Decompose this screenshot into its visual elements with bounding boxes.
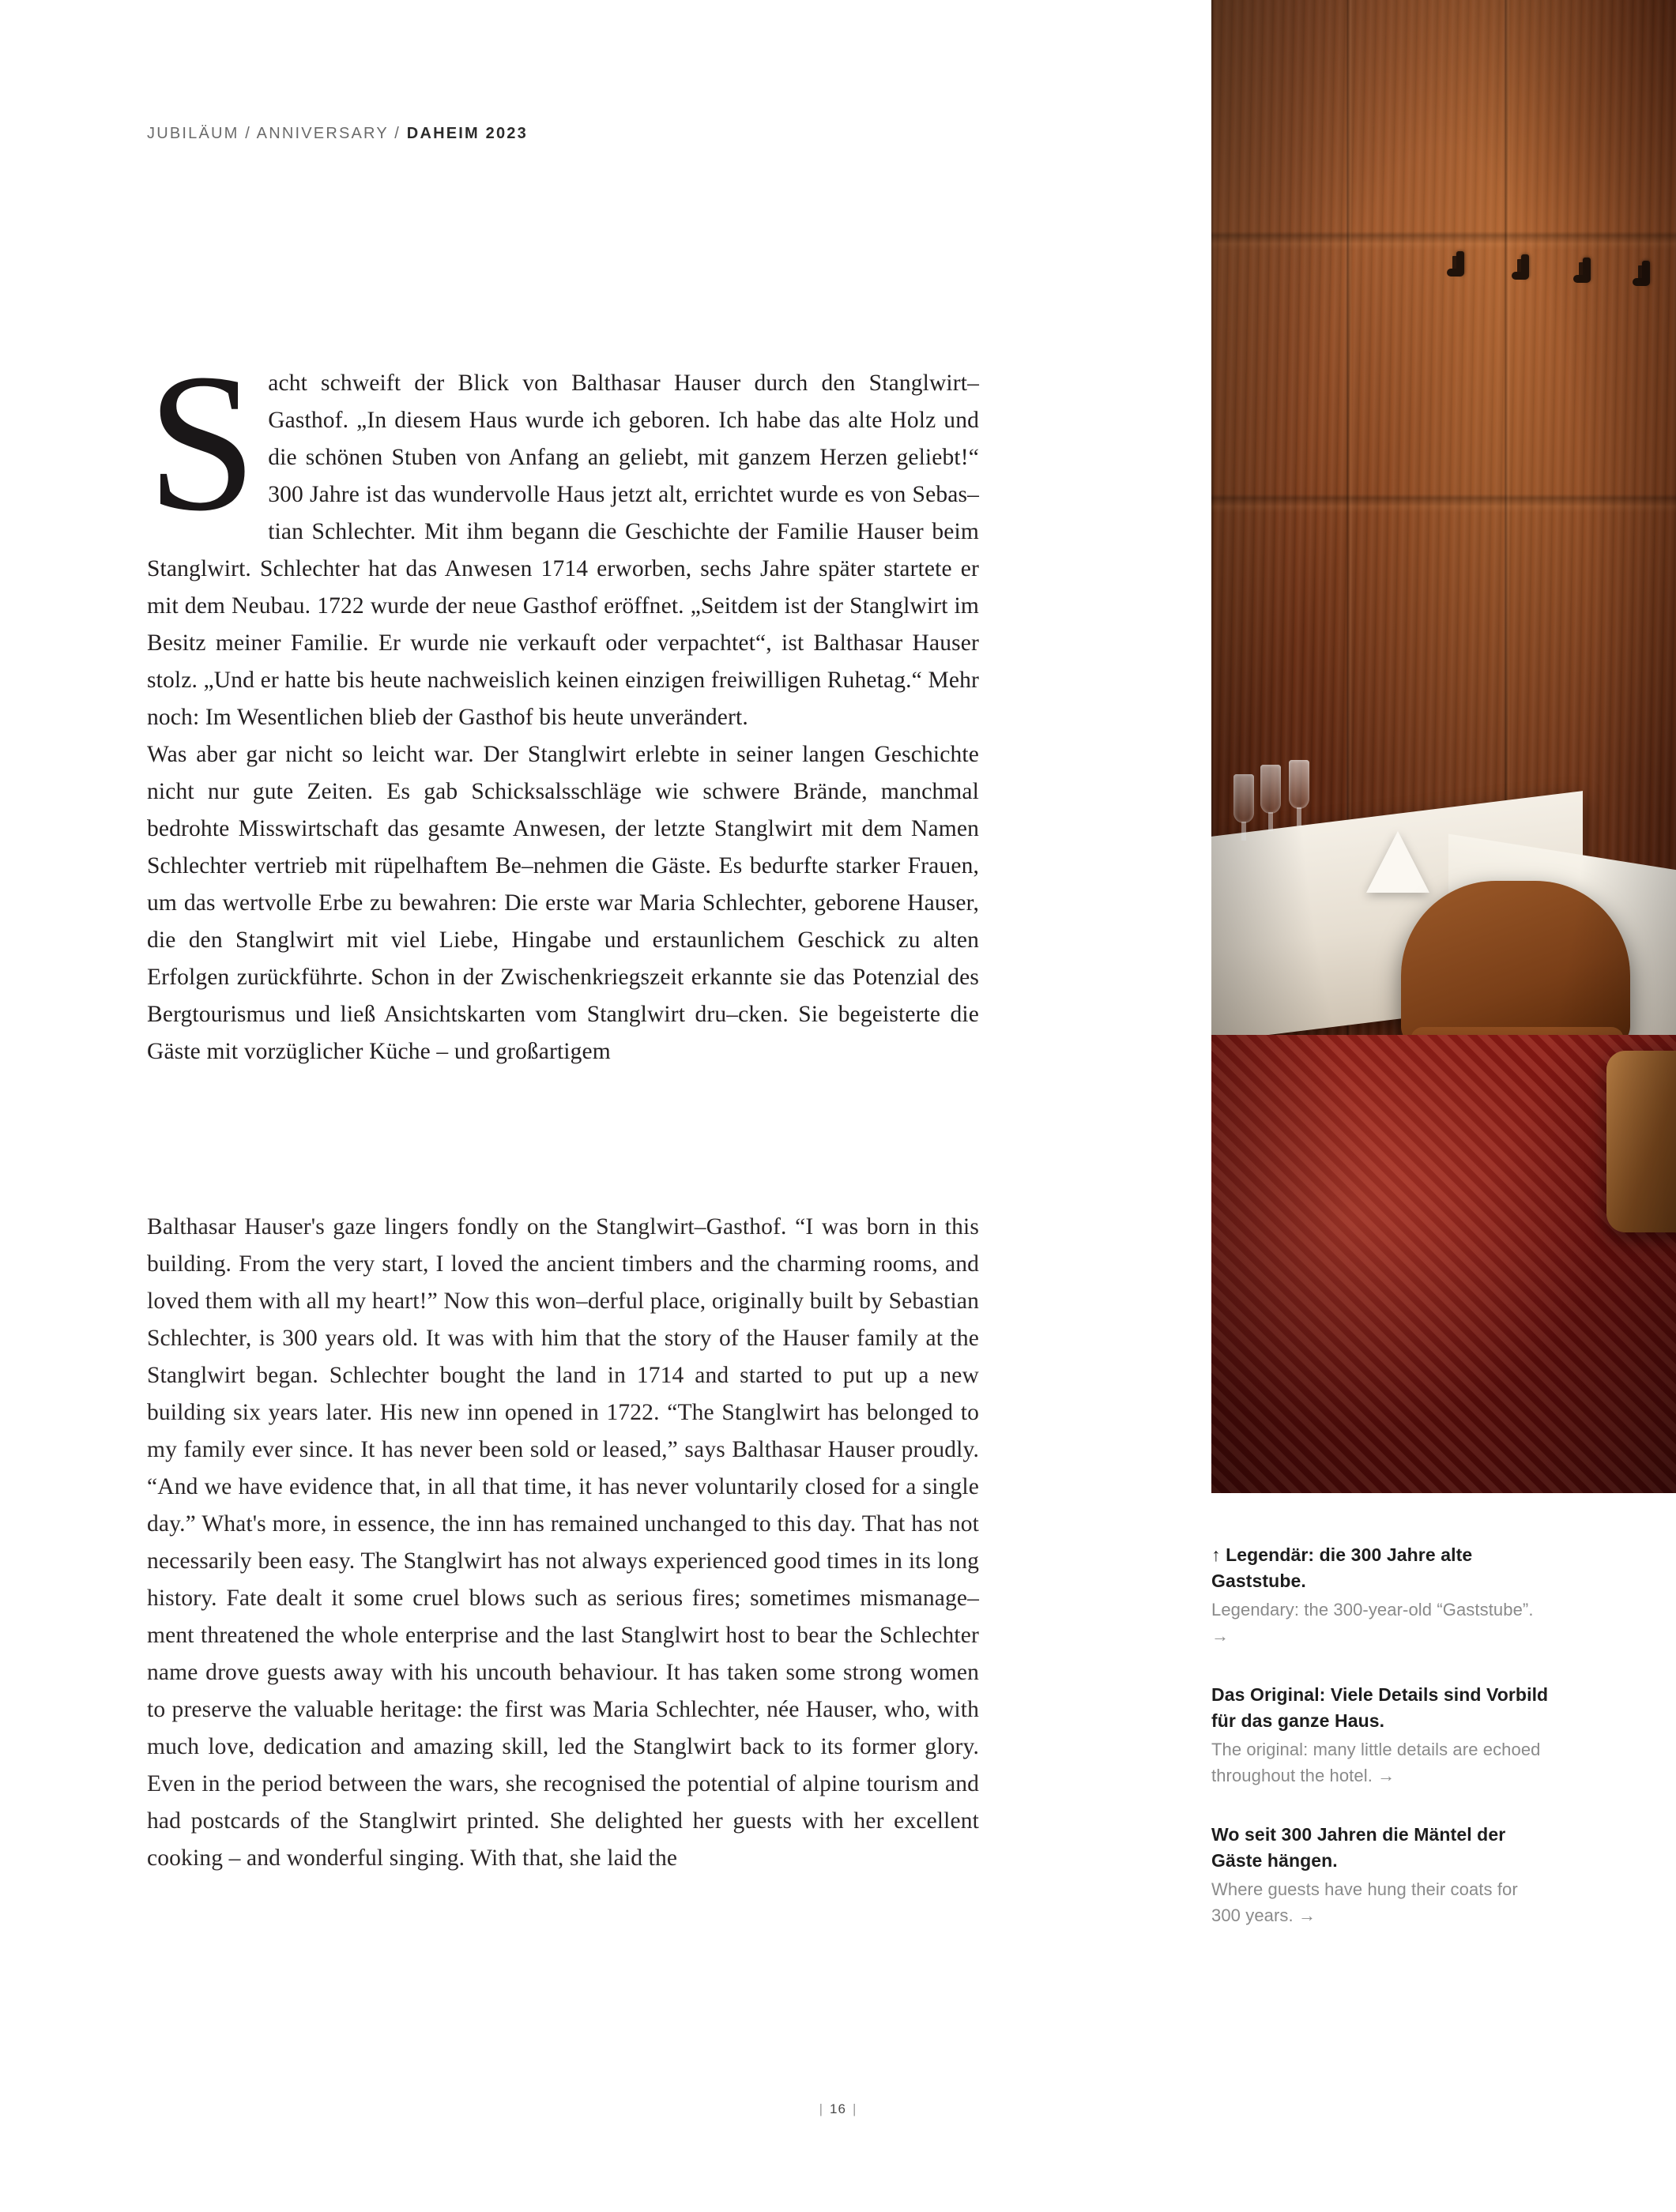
running-head — [147, 125, 528, 143]
page-number: 16 — [830, 2101, 846, 2116]
caption-3 — [1211, 1822, 1551, 1928]
caption-1-de: ↑ Legendär: die 300 Jahre alte Gaststube. — [1211, 1544, 1473, 1591]
caption-2-de: Das Original: Viele Details sind Vorbild für das ganze Haus. — [1211, 1684, 1549, 1731]
running-head-issue: DAHEIM 2023 — [406, 125, 528, 142]
caption-3-de: Wo seit 300 Jahren die Mäntel der Gäste hängen. — [1211, 1824, 1506, 1871]
photo-vignette — [1211, 0, 1676, 1493]
drop-cap: S — [147, 333, 258, 552]
folio — [0, 2101, 1676, 2117]
caption-3-en: Where guests have hung their coats for 300 years. → — [1211, 1879, 1518, 1925]
article-body-german — [147, 333, 979, 1070]
caption-1 — [1211, 1542, 1551, 1649]
paragraph-de-1 — [147, 333, 979, 736]
article-body-english — [147, 1209, 979, 1877]
paragraph-de-2: Was aber gar nicht so leicht war. Der Stanglwirt erlebte in seiner langen Geschichte nicht nur gute Zeiten. Es gab Schicksalsschläge wie schwere Brände, manchmal bedrohte Misswirtschaft das gesamte Anwesen, der letzte Stanglwirt mit dem Namen Schlechter vertrieb mit rüpelhaftem Be–nehmen die Gäste. Es bedurfte starker Frauen, um das wertvolle Erbe zu bewahren: Die erste war Maria Schlechter, geborene Hauser, die den Stanglwirt mit viel Liebe, Hingabe und erstaunlichem Geschick zu alten Erfolgen zurückführte. Schon in der Zwischenkriegszeit erkannte sie das Potenzial des Bergtourismus und ließ Ansichtskarten vom Stanglwirt dru–cken. Sie begeisterte die Gäste mit vorzüglicher Küche – und großartigem — [147, 742, 979, 1064]
caption-2-en: The original: many little details are echoed throughout the hotel. → — [1211, 1740, 1541, 1785]
running-head-section: JUBILÄUM / ANNIVERSARY / — [147, 125, 407, 142]
paragraph-en-1: Balthasar Hauser's gaze lingers fondly on the Stanglwirt–Gasthof. “I was born in this building. From the very start, I loved the ancient timbers and the charming rooms, and loved them with all my heart!” Now this won–derful place, originally built by Sebastian Schlechter, is 300 years old. It was with him that the story of the Hauser family at the Stanglwirt began. Schlechter bought the land in 1714 and started to put up a new building six years later. His new inn opened in 1722. “The Stanglwirt has belonged to my family ever since. It has never been sold or leased,” says Balthasar Hauser proudly. “And we have evidence that, in all that time, it has never voluntarily closed for a single day.” What's more, in essence, the inn has remained unchanged to this day. That has not necessarily been easy. The Stanglwirt has not always experienced good times in its long history. Fate dealt it some cruel blows such as serious fires; sometimes mismanage–ment threatened the whole enterprise and the last Stanglwirt host to bear the Schlechter name drove guests away with his uncouth behaviour. It has taken some strong women to preserve the valuable heritage: the first was Maria Schlechter, née Hauser, who, with much love, dedication and amazing skill, led the Stanglwirt back to its former glory. Even in the period between the wars, she recognised the potential of alpine tourism and had postcards of the Stanglwirt printed. She delighted her guests with her excellent cooking – and wonderful singing. With that, she laid the — [147, 1214, 979, 1871]
caption-1-en: Legendary: the 300-year-old “Gaststube”. → — [1211, 1600, 1534, 1646]
gaststube-photo — [1211, 0, 1676, 1493]
paragraph-de-1-text: acht schweift der Blick von Balthasar Hauser durch den Stanglwirt–Gasthof. „In diesem Haus wurde ich geboren. Ich habe das alte Holz und die schönen Stuben von Anfang an geliebt, mit ganzem Herzen geliebt!“ 300 Jahre ist das wundervolle Haus jetzt alt, errichtet wurde es von Sebas–tian Schlechter. Mit ihm begann die Geschichte der Familie Hauser beim Stanglwirt. Schlechter hat das Anwesen 1714 erworben, sechs Jahre später startete er mit dem Neubau. 1722 wurde der neue Gasthof eröffnet. „Seitdem ist der Stanglwirt im Besitz meiner Familie. Er wurde nie verkauft oder verpachtet“, ist Balthasar Hauser stolz. „Und er hatte bis heute nachweislich keinen einzigen freiwilligen Ruhetag.“ Mehr noch: Im Wesentlichen blieb der Gasthof bis heute unverändert. — [147, 371, 979, 730]
caption-2 — [1211, 1682, 1551, 1789]
caption-column — [1211, 1542, 1551, 1962]
folio-bar-left: | — [819, 2101, 824, 2116]
folio-bar-right: | — [852, 2101, 857, 2116]
